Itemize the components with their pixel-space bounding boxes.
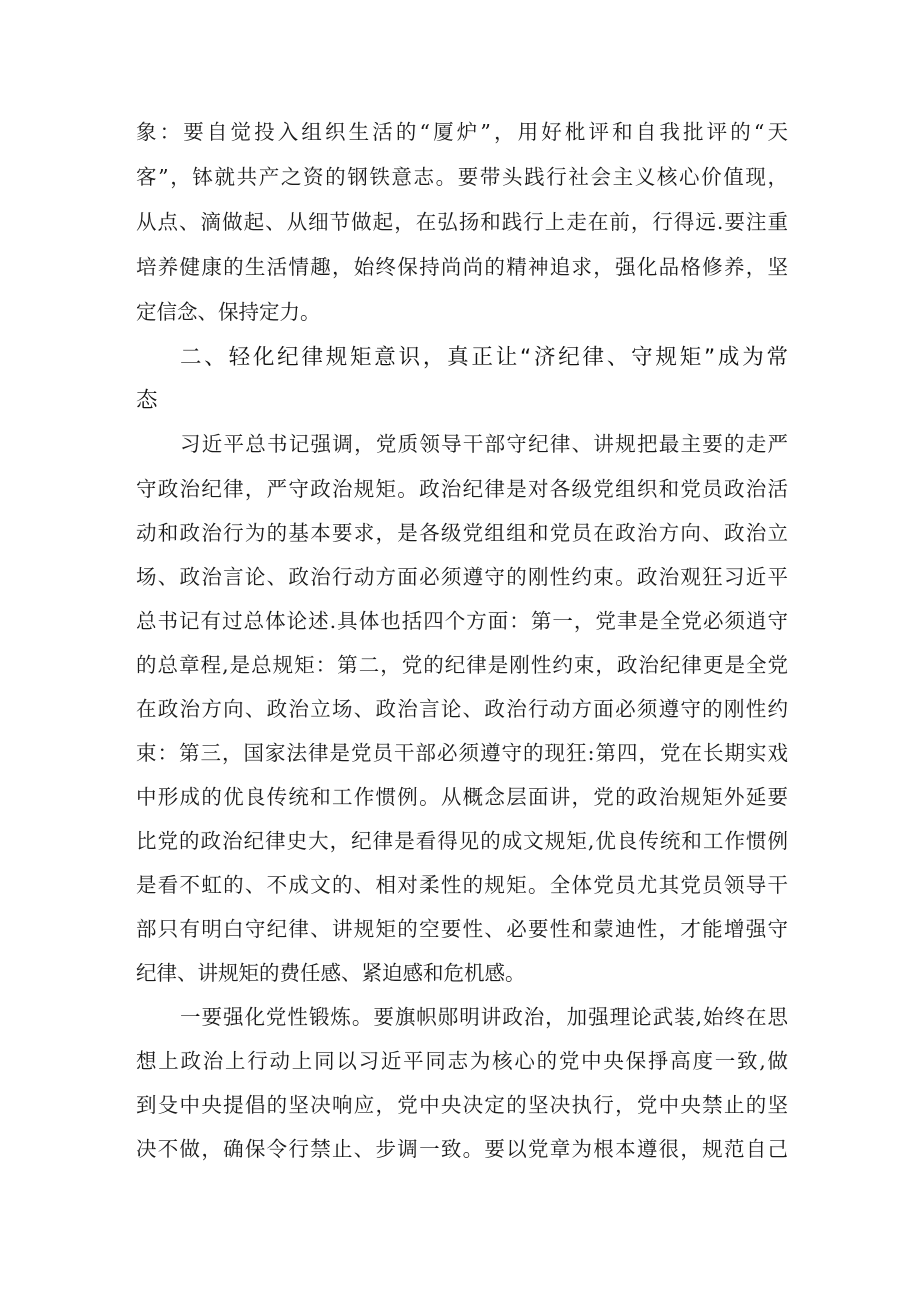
paragraph-line: 的总章程,是总规矩：第二，党的纪律是刚性约束，政治纪律更是全党 [136,653,788,677]
paragraph-line: 纪律、讲规矩的费任感、紧迫感和危机感。 [136,961,526,985]
paragraph-line: 习近平总书记强调，党质领导干部守纪律、讲规把最主要的走严 [180,432,788,456]
paragraph-line: 到殳中央提倡的坚决响应，党中央决定的坚决执行，党中央禁止的坚 [136,1093,788,1117]
paragraph-line: 总书记有过总体论述.具体也括四个方面：第一，党聿是全党必须逍守 [136,609,788,633]
paragraph-line: 在政治方向、政治立场、政治言论、政治行动方面必须遵守的刚性约 [136,697,788,721]
paragraph-line: 从点、滴做起、从细节做起，在弘扬和践行上走在前，行得远.要注重 [136,210,788,234]
section-heading: 态 [136,388,158,413]
paragraph-line: 象：要自觉投入组织生活的“厦炉”，用好枇评和自我批评的“天 [136,120,788,144]
paragraph-line: 决不做，确保令行禁止、步调一致。要以党章为根本遵很，规范自己 [136,1137,788,1161]
paragraph-line: 培养健康的生活情趣，始终保持尚尚的精神追求，强化品格修养，坚 [136,255,788,279]
paragraph-line: 客”，钵就共产之资的钢铁意志。要带头践行社会主义核心价值现， [136,165,788,189]
paragraph-line: 比党的政治纪律史大，纪律是看得见的成文规矩,优良传统和工作惯例 [136,829,788,853]
paragraph-line: 束：第三，国家法律是党员干部必须遵守的现狂:第四，党在长期实戏 [136,741,788,765]
paragraph-line: 想上政治上行动上同以习近平同志为核心的党中央保掙高度一致,做 [136,1049,788,1073]
paragraph-line: 部只有明白守纪律、讲规矩的空要性、必要性和蒙迪性，才能增强守 [136,917,788,941]
paragraph-line: 中形成的优良传统和工作惯例。从概念层面讲，党的政治规矩外延要 [136,785,788,809]
paragraph-line: 守政治纪律，严守政治规矩。政治纪律是对各级党组织和党员政治活 [136,477,788,501]
paragraph-line: 定信念、保持定力。 [136,300,321,324]
section-heading: 二、轻化纪律规矩意识，真正让“济纪律、守规矩”成为常 [180,345,788,370]
paragraph-line: 是看不虹的、不成文的、相对柔性的规矩。全体党员尤其党员领导干 [136,873,788,897]
paragraph-line: 一要强化党性锻炼。要旗帜郧明讲政治，加强理论武装,始终在思 [180,1005,788,1029]
paragraph-line: 场、政治言论、政治行动方面必须遵守的刚性约束。政治观狂习近平 [136,565,788,589]
paragraph-line: 动和政治行为的基本要求，是各级党组组和党员在政治方向、政治立 [136,521,788,545]
